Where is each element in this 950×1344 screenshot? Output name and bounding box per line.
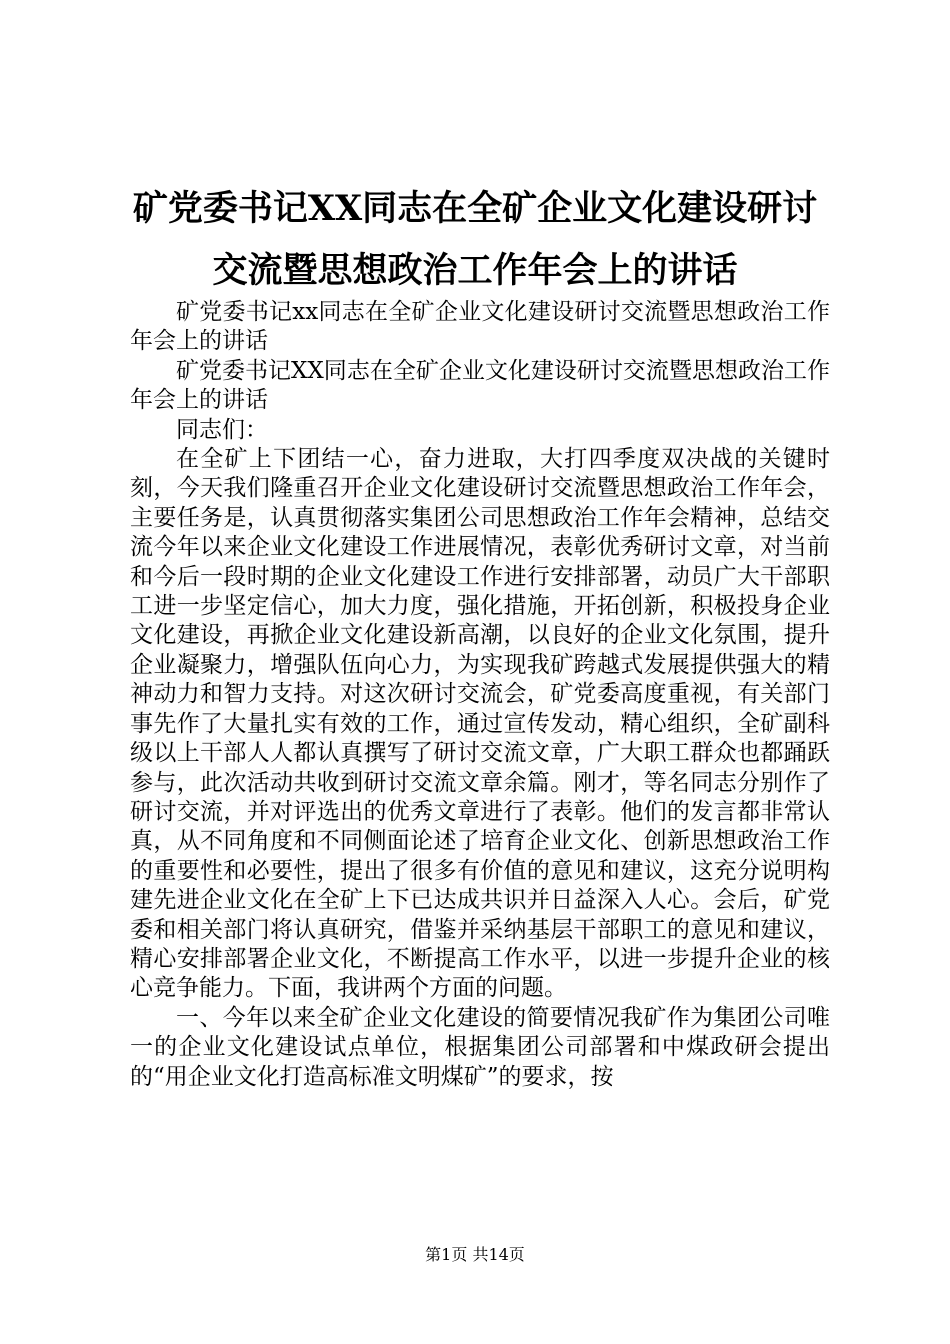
paragraph-intro: 在全矿上下团结一心，奋力进取，大打四季度双决战的关键时刻，今天我们隆重召开企业文化建设研讨交流暨思想政治工作年会，主要任务是，认真贯彻落实集团公司思想政治工作年会精神，总结交流今年以来企业文化建设工作进展情况，表彰优秀研讨文章，对当前和今后一段时期的企业文化建设工作进行安排部署，动员广大干部职工进一步坚定信心，加大力度，强化措施，开拓创新，积极投身企业文化建设，再掀企业文化建设新高潮，以良好的企业文化氛围，提升企业凝聚力，增强队伍向心力，为实现我矿跨越式发展提供强大的精神动力和智力支持。对这次研讨交流会，矿党委高度重视，有关部门事先作了大量扎实有效的工作，通过宣传发动，精心组织，全矿副科级以上干部人人都认真撰写了研讨交流文章，广大职工群众也都踊跃参与，此次活动共收到研讨交流文章余篇。刚才，等名同志分别作了研讨交流，并对评选出的优秀文章进行了表彰。他们的发言都非常认真，从不同角度和不同侧面论述了培育企业文化、创新思想政治工作的重要性和必要性，提出了很多有价值的意见和建议，这充分说明构建先进企业文化在全矿上下已达成共识并日益深入人心。会后，矿党委和相关部门将认真研究，借鉴并采纳基层干部职工的意见和建议，精心安排部署企业文化，不断提高工作水平，以进一步提升企业的核心竞争能力。下面，我讲两个方面的问题。 [130, 446, 830, 1002]
paragraph-section-one: 一、今年以来全矿企业文化建设的简要情况我矿作为集团公司唯一的企业文化建设试点单位，根据集团公司部署和中煤政研会提出的“用企业文化打造高标准文明煤矿”的要求，按 [130, 1004, 830, 1090]
paragraph-salutation: 同志们： [176, 416, 268, 443]
document-title [110, 178, 840, 302]
title-line-1: 矿党委书记XX同志在全矿企业文化建设研讨 [132, 188, 818, 229]
title-line-2: 交流暨思想政治工作年会上的讲话 [212, 250, 738, 291]
document-body [130, 298, 830, 1092]
paragraph-title-repeat-2: 矿党委书记XX同志在全矿企业文化建设研讨交流暨思想政治工作年会上的讲话 [130, 357, 830, 414]
page-footer: 第1页 共14页 [425, 1245, 525, 1264]
paragraph-title-repeat-1: 矿党委书记xx同志在全矿企业文化建设研讨交流暨思想政治工作年会上的讲话 [130, 299, 830, 355]
